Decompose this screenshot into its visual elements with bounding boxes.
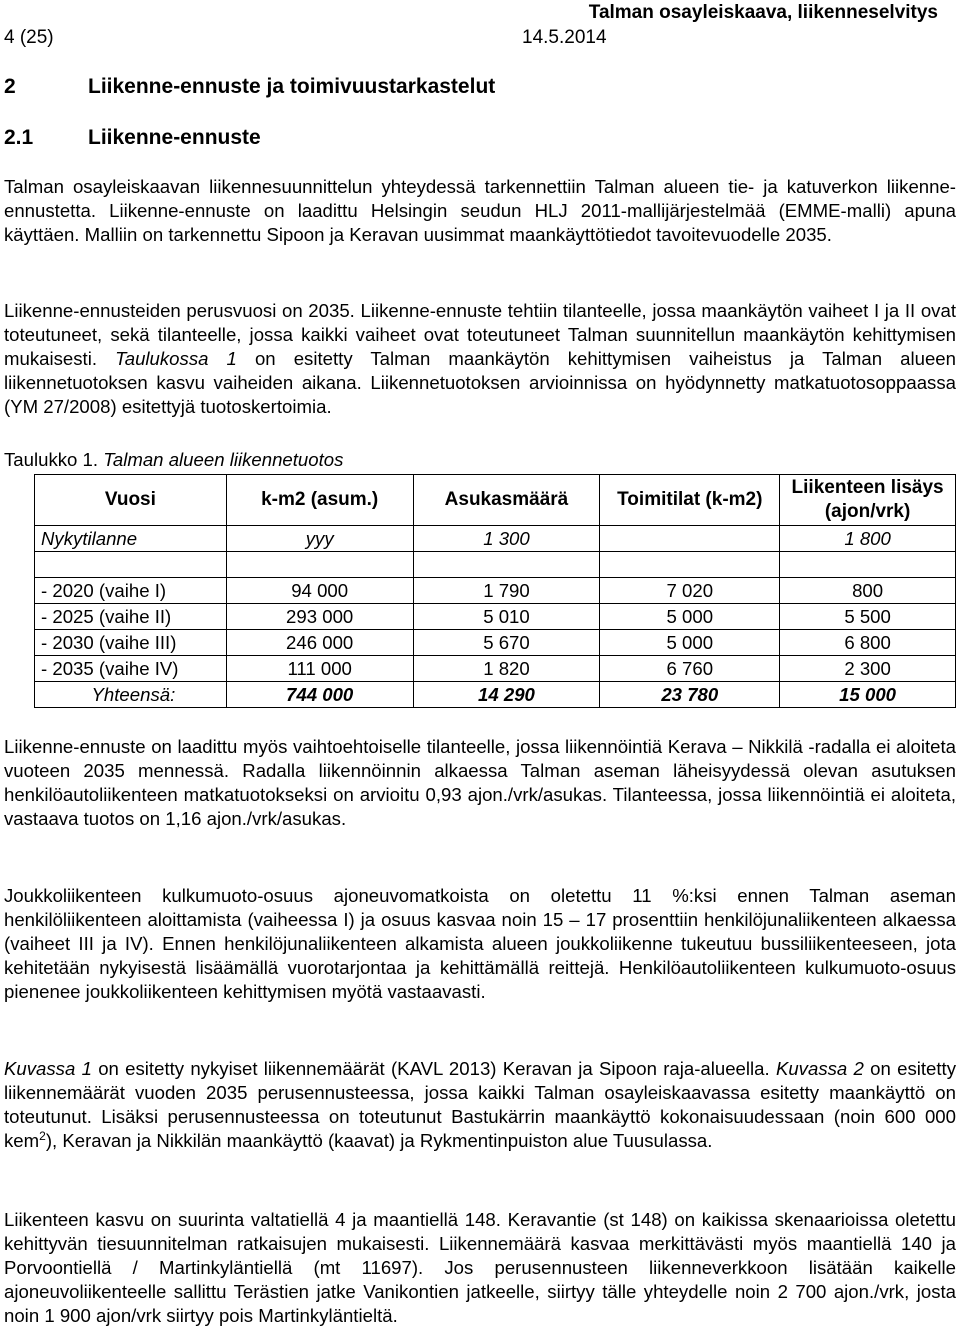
table-row [35,630,956,656]
table-cell [600,526,780,552]
paragraph-public-transport: Joukkoliikenteen kulkumuoto-osuus ajoneuvomatkoista on oletettu 11 %:ksi ennen Talman aseman henkilöliikenteen aloittamista (vaiheessa I) ja osuus kasvaa noin 15 – 17 prosenttiin henkilöjunaliikenteen alkaessa (vaiheet III ja IV). Ennen henkilöjunaliikenteen alkamista alueen joukkoliikenne tukeutuu bussiliikenteeseen, jota kehitetään nykyisestä lisäämällä vuorotarjontaa ja kehittämällä reittejä. Henkilöautoliikenteen kulkumuoto-osuus pienenee joukkoliikenteen kehittymisen myötä vastaavasti. [4,885,956,1002]
superscript: 2 [39,1128,46,1143]
table-cell: 1 790 [413,578,600,604]
table-row [35,604,956,630]
table-cell: 5 000 [600,604,780,630]
paragraph-alternative: Liikenne-ennuste on laadittu myös vaihtoehtoiselle tilanteelle, jossa liikennöintiä Kerava – Nikkilä -radalla ei aloiteta vuoteen 2035 mennessä. Radalla liikennöinnin alkaessa Talman aseman läheisyydessä olevan asutuksen henkilöautoliikenteen matkatuotokseksi on arvioitu 0,93 ajon./vrk/asukas. Tilanteessa, jossa liikennöintiä ei aloiteta, vastaava tuotos on 1,16 ajon./vrk/asukas. [4,736,956,829]
table-cell: 744 000 [226,682,413,708]
table-row [35,526,956,552]
table-cell: 14 290 [413,682,600,708]
column-header: k-m2 (asum.) [226,475,413,526]
paragraph-base-year [4,299,956,419]
table-cell: 1 800 [780,526,956,552]
header-title: Talman osayleiskaava, liikenneselvitys [588,2,938,23]
table-cell: 2 300 [780,656,956,682]
table-cell: Nykytilanne [35,526,227,552]
paragraph-base-year-part1: Liikenne-ennusteiden perusvuosi on 2035. Liikenne-ennuste tehtiin tilanteelle, jossa maankäytön vaiheet I ja II ovat toteutuneet, sekä tilanteelle, jossa kaikki vaiheet ovat toteutuneet Talman suunnitellun maankäytön kehittymisen mukaisesti. [4,300,956,369]
column-header: Asukasmäärä [413,475,600,526]
table-caption-label: Taulukko 1. [4,449,99,470]
table-caption [4,449,343,471]
table-cell: - 2025 (vaihe II) [35,604,227,630]
table-cell: yyy [226,526,413,552]
page-number: 4 (25) [4,27,54,48]
header-date: 14.5.2014 [522,27,607,48]
table-cell: 1 300 [413,526,600,552]
column-header: Toimitilat (k-m2) [600,475,780,526]
section-title: Liikenne-ennuste ja toimivuustarkastelut [88,75,496,98]
table-row [35,578,956,604]
table-cell: 5 500 [780,604,956,630]
table-cell: Yhteensä: [35,682,227,708]
table-cell: 246 000 [226,630,413,656]
table-cell: 15 000 [780,682,956,708]
figure-reference-1: Kuvassa 1 [4,1058,92,1079]
table-reference: Taulukossa 1 [115,348,237,369]
figure-reference-2: Kuvassa 2 [775,1058,864,1079]
table-cell: 5 010 [413,604,600,630]
table-spacer-row [35,552,956,578]
table-cell: 7 020 [600,578,780,604]
paragraph-figures [4,1057,956,1153]
traffic-generation-table [34,474,956,708]
subsection-heading [4,126,261,150]
paragraph-figures-part1: on esitetty nykyiset liikennemäärät (KAVL 2013) Keravan ja Sipoon raja-alueella. [91,1058,776,1079]
paragraph-intro: Talman osayleiskaavan liikennesuunnittelun yhteydessä tarkennettiin Talman alueen tie- ja katuverkon liikenne-ennustetta. Liikenne-ennuste on laadittu Helsingin seudun HLJ 2011-mallijärjestelmää (EMME-malli) apuna käyttäen. Malliin on tarkennettu Sipoon ja Keravan uusimmat maankäyttötiedot tavoitevuodelle 2035. [4,176,956,245]
table-cell: - 2035 (vaihe IV) [35,656,227,682]
paragraph-base-year-part2: on esitetty Talman maankäytön kehittymisen vaiheistus ja Talman alueen liikennetuotoksen kasvu vaiheiden aikana. Liikennetuotoksen arvioinnissa on hyödynnetty matkatuotosoppaassa (YM 27/2008) esitettyjä tuotoskertoimia. [4,348,956,417]
table-row [35,656,956,682]
section-heading [4,75,495,99]
table-cell: 5 000 [600,630,780,656]
table-header-row [35,475,956,526]
table-cell: 293 000 [226,604,413,630]
table-cell: 6 800 [780,630,956,656]
paragraph-traffic-growth: Liikenteen kasvu on suurinta valtatiellä 4 ja maantiellä 148. Keravantie (st 148) on kaikissa skenaarioissa oletettu kehittyvän tiesuunnitelman ratkaisujen mukaisesti. Liikennemäärä kasvaa merkittävästi myös maantiellä 140 ja Porvoontiellä / Martinkyläntiellä (mt 11697). Jos perusennusteen liikenneverkkoon lisätään kaikelle ajoneuvoliikenteelle sallittu Terästien jatke Vanikontien jatkeelle, siirtyy tälle yhteydelle noin 2 700 ajon./vrk, josta noin 1 900 ajon/vrk siirtyy pois Martinkyläntieltä. [4,1209,956,1326]
table-cell: 800 [780,578,956,604]
column-header: Vuosi [35,475,227,526]
table-cell: - 2030 (vaihe III) [35,630,227,656]
table-cell: 23 780 [600,682,780,708]
section-number: 2 [4,75,16,98]
subsection-number: 2.1 [4,126,34,149]
table-cell: 111 000 [226,656,413,682]
column-header: Liikenteen lisäys (ajon/vrk) [780,475,956,526]
table-cell: 94 000 [226,578,413,604]
table-cell: 5 670 [413,630,600,656]
subsection-title: Liikenne-ennuste [88,126,261,149]
table-cell: - 2020 (vaihe I) [35,578,227,604]
table-cell: 1 820 [413,656,600,682]
paragraph-figures-part3: ), Keravan ja Nikkilän maankäyttö (kaavat) ja Rykmentinpuiston alue Tuusulassa. [45,1130,713,1151]
table-cell: 6 760 [600,656,780,682]
table-total-row [35,682,956,708]
table-caption-title: Talman alueen liikennetuotos [103,449,344,470]
paragraph-figures-part2: on esitetty liikennemäärät vuoden 2035 perusennusteessa, jossa kaikki Talman osayleiskaavassa esitetty maankäyttö on toteutunut. Lisäksi perusennusteessa on toteutunut Bastukärrin maankäyttö kokonaisuudessaan (noin 600 000 kem [4,1058,957,1151]
